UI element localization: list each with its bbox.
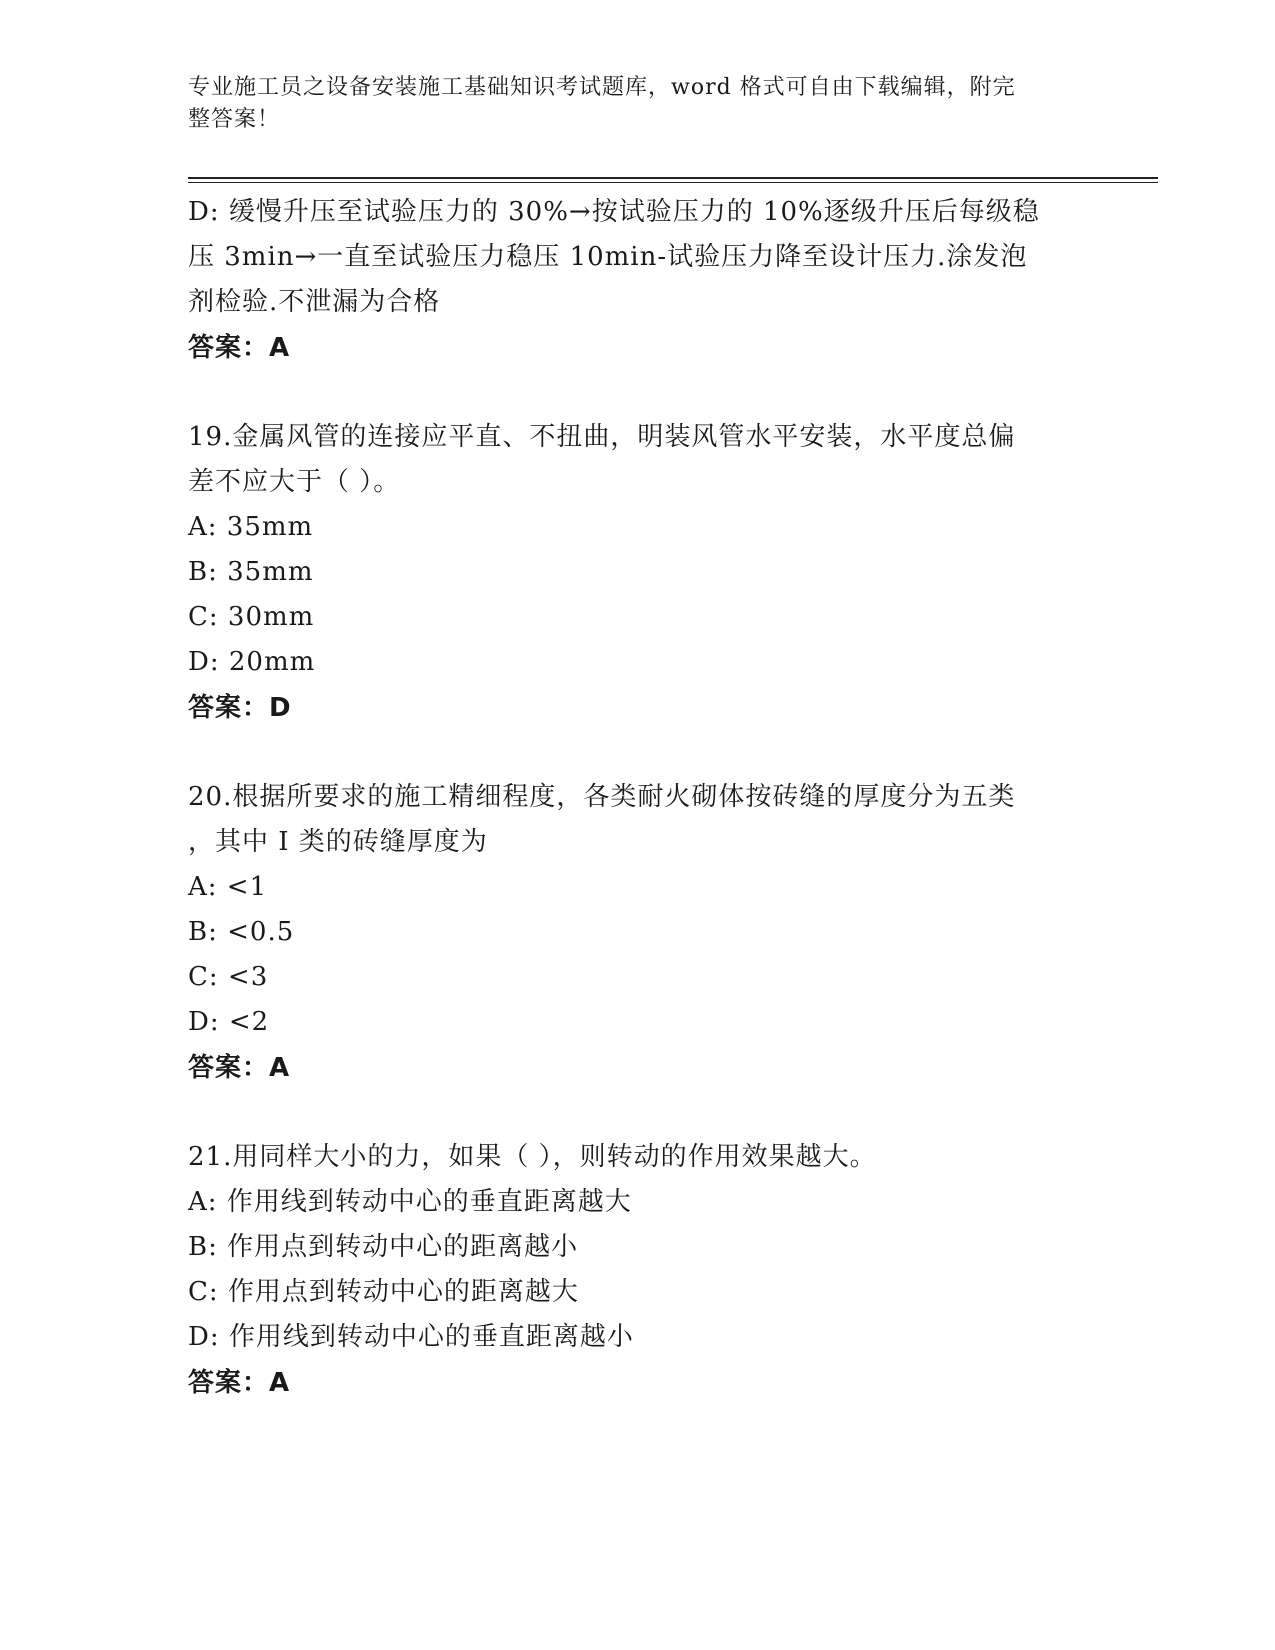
answer-line: 答案：A xyxy=(188,1368,291,1398)
option-b: B: <0.5 xyxy=(188,917,295,947)
question-19 xyxy=(188,415,1088,731)
document-header xyxy=(188,72,1068,136)
question-stem-line: 19.金属风管的连接应平直、不扭曲，明装风管水平安装，水平度总偏 xyxy=(188,422,1016,452)
spacer xyxy=(188,371,1088,415)
question-stem-line: 20.根据所要求的施工精细程度，各类耐火砌体按砖缝的厚度分为五类 xyxy=(188,782,1016,812)
option-c: C: <3 xyxy=(188,962,269,992)
option-a: A: <1 xyxy=(188,872,268,902)
option-d: D: 20mm xyxy=(188,647,316,677)
previous-question-tail xyxy=(188,190,1088,371)
option-b: B: 35mm xyxy=(188,557,314,587)
document-body xyxy=(188,190,1088,1406)
option-a: A: 35mm xyxy=(188,512,314,542)
option-a: A: 作用线到转动中心的垂直距离越大 xyxy=(188,1187,632,1217)
answer-line: 答案：D xyxy=(188,693,292,723)
spacer xyxy=(188,731,1088,775)
header-divider-thick xyxy=(188,177,1158,179)
option-c: C: 作用点到转动中心的距离越大 xyxy=(188,1277,579,1307)
question-stem-line: 21.用同样大小的力，如果（ ），则转动的作用效果越大。 xyxy=(188,1142,877,1172)
spacer xyxy=(188,1091,1088,1135)
header-line-2: 整答案！ xyxy=(188,107,281,132)
option-d: D: 作用线到转动中心的垂直距离越小 xyxy=(188,1322,634,1352)
question-20 xyxy=(188,775,1088,1091)
option-d-line-1: D: 缓慢升压至试验压力的 30%→按试验压力的 10%逐级升压后每级稳 xyxy=(188,197,1040,227)
option-c: C: 30mm xyxy=(188,602,315,632)
option-d-line-2: 压 3min→一直至试验压力稳压 10min-试验压力降至设计压力.涂发泡 xyxy=(188,242,1028,272)
option-d-line-3: 剂检验.不泄漏为合格 xyxy=(188,287,441,317)
option-d: D: <2 xyxy=(188,1007,270,1037)
answer-line: 答案：A xyxy=(188,1053,291,1083)
header-line-1: 专业施工员之设备安装施工基础知识考试题库，word 格式可自由下载编辑，附完 xyxy=(188,75,1016,100)
question-stem-line: ，其中 I 类的砖缝厚度为 xyxy=(188,827,488,857)
option-b: B: 作用点到转动中心的距离越小 xyxy=(188,1232,579,1262)
question-stem-line: 差不应大于（ ）。 xyxy=(188,467,401,497)
question-21 xyxy=(188,1135,1088,1406)
header-divider-thin xyxy=(188,182,1158,183)
answer-line: 答案：A xyxy=(188,333,291,363)
